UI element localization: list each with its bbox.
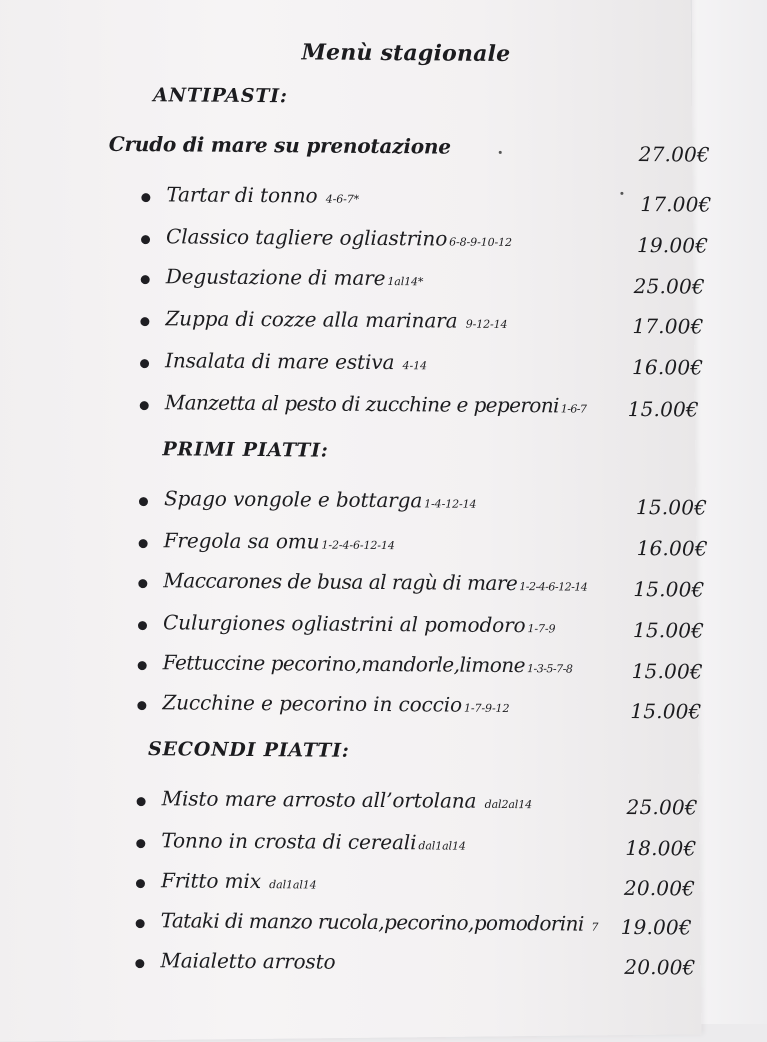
menu-item	[0, 649, 766, 685]
item-name: Maialetto arrosto	[160, 948, 337, 973]
bullet-icon	[135, 959, 144, 968]
item-price: 19.00€	[637, 233, 708, 258]
item-name: Zuppa di cozze alla marinara 9-12-14	[165, 306, 507, 333]
item-price: 25.00€	[627, 795, 698, 820]
item-price: 19.00€	[621, 915, 692, 940]
bullet-icon	[140, 359, 149, 368]
item-price: 18.00€	[625, 836, 696, 861]
item-name: Tartar di tonno 4-6-7*	[166, 182, 359, 208]
section-antipasti: ANTIPASTI:	[153, 84, 288, 107]
item-name: Tataki di manzo rucola,pecorino,pomodorini 7	[161, 908, 598, 935]
paper-speck	[620, 192, 623, 195]
allergen-codes: 1-2-4-6-12-14	[519, 580, 587, 594]
crudo-price: 27.00€	[639, 142, 710, 167]
item-name: Spago vongole e bottarga 1-4-12-14	[164, 486, 477, 512]
allergen-codes: dal2al14	[485, 798, 532, 811]
menu-item	[2, 181, 767, 217]
menu-item	[0, 567, 766, 603]
allergen-codes: 4-6-7*	[326, 193, 359, 206]
allergen-codes: 1al14*	[387, 275, 423, 288]
allergen-codes: 1-3-5-7-8	[527, 662, 572, 675]
item-price: 15.00€	[632, 659, 703, 684]
crudo-name: Crudo di mare su prenotazione	[109, 132, 451, 159]
menu-title: Menù stagionale	[301, 39, 510, 67]
item-name: Fritto mix dal1al14	[161, 868, 317, 893]
allergen-codes: 4-14	[403, 359, 427, 372]
bullet-icon	[141, 235, 150, 244]
menu-item	[0, 527, 767, 563]
allergen-codes: dal1al14	[418, 839, 465, 852]
allergen-codes: 1-7-9	[527, 622, 555, 635]
menu-item	[2, 263, 767, 299]
menu-item	[1, 389, 767, 425]
item-name: Maccarones de busa al ragù di mare 1-2-4-6-12-14	[163, 568, 587, 595]
bullet-icon	[138, 661, 147, 670]
item-name: Manzetta al pesto di zucchine e peperoni 1-6-7	[165, 390, 587, 417]
bullet-icon	[141, 275, 150, 284]
bullet-icon	[137, 701, 146, 710]
item-name: Tonno in crosta di cereali dal1al14	[161, 828, 466, 854]
item-price: 20.00€	[624, 876, 695, 901]
item-name: Insalata di mare estiva 4-14	[165, 348, 427, 374]
item-price: 16.00€	[637, 536, 708, 561]
item-name: Fregola sa omu 1-2-4-6-12-14	[164, 528, 395, 554]
bullet-icon	[140, 401, 149, 410]
item-name: Misto mare arrosto all’ortolana dal2al14	[162, 786, 533, 813]
allergen-codes: dal1al14	[269, 878, 316, 891]
allergen-codes: 1-7-9-12	[464, 702, 509, 715]
item-price: 15.00€	[630, 699, 701, 724]
bullet-icon	[136, 919, 145, 928]
item-name: Zucchine e pecorino in coccio 1-7-9-12	[162, 690, 509, 717]
item-price: 15.00€	[633, 577, 704, 602]
item-name: Fettuccine pecorino,mandorle,limone 1-3-5-7-8	[163, 650, 573, 677]
menu-item	[2, 223, 767, 259]
item-price: 15.00€	[633, 618, 704, 643]
menu-item	[0, 609, 766, 645]
menu-item	[1, 305, 767, 341]
bullet-icon	[136, 879, 145, 888]
item-price: 20.00€	[624, 955, 695, 980]
section-primi: PRIMI PIATTI:	[162, 438, 328, 461]
item-price: 15.00€	[636, 495, 707, 520]
menu-item	[0, 689, 765, 725]
item-name: Degustazione di mare 1al14*	[166, 264, 424, 290]
bullet-icon	[139, 539, 148, 548]
allergen-codes: 1-6-7	[561, 402, 587, 415]
item-name: Classico tagliere ogliastrino 6-8-9-10-12	[166, 224, 512, 251]
menu-item	[1, 347, 767, 383]
bullet-icon	[136, 839, 145, 848]
item-name: Culurgiones ogliastrini al pomodoro 1-7-9	[163, 610, 556, 637]
allergen-codes: 6-8-9-10-12	[449, 236, 512, 249]
item-price: 25.00€	[634, 274, 705, 299]
menu-item	[0, 907, 764, 943]
bullet-icon	[137, 797, 146, 806]
bullet-icon	[138, 621, 147, 630]
paper-speck	[499, 151, 502, 154]
menu-item	[0, 867, 764, 903]
menu-item	[0, 785, 765, 821]
allergen-codes: 7	[591, 921, 598, 934]
item-price: 16.00€	[632, 355, 703, 380]
menu-item	[0, 827, 764, 863]
item-price: 17.00€	[640, 192, 711, 217]
menu-item	[0, 947, 763, 983]
menu-item	[0, 485, 767, 521]
bullet-icon	[139, 497, 148, 506]
section-secondi: SECONDI PIATTI:	[148, 738, 350, 762]
bullet-icon	[140, 317, 149, 326]
allergen-codes: 9-12-14	[466, 318, 508, 331]
allergen-codes: 1-4-12-14	[424, 497, 476, 510]
bullet-icon	[138, 579, 147, 588]
allergen-codes: 1-2-4-6-12-14	[321, 539, 394, 553]
item-price: 15.00€	[628, 397, 699, 422]
item-price: 17.00€	[632, 314, 703, 339]
bullet-icon	[141, 193, 150, 202]
